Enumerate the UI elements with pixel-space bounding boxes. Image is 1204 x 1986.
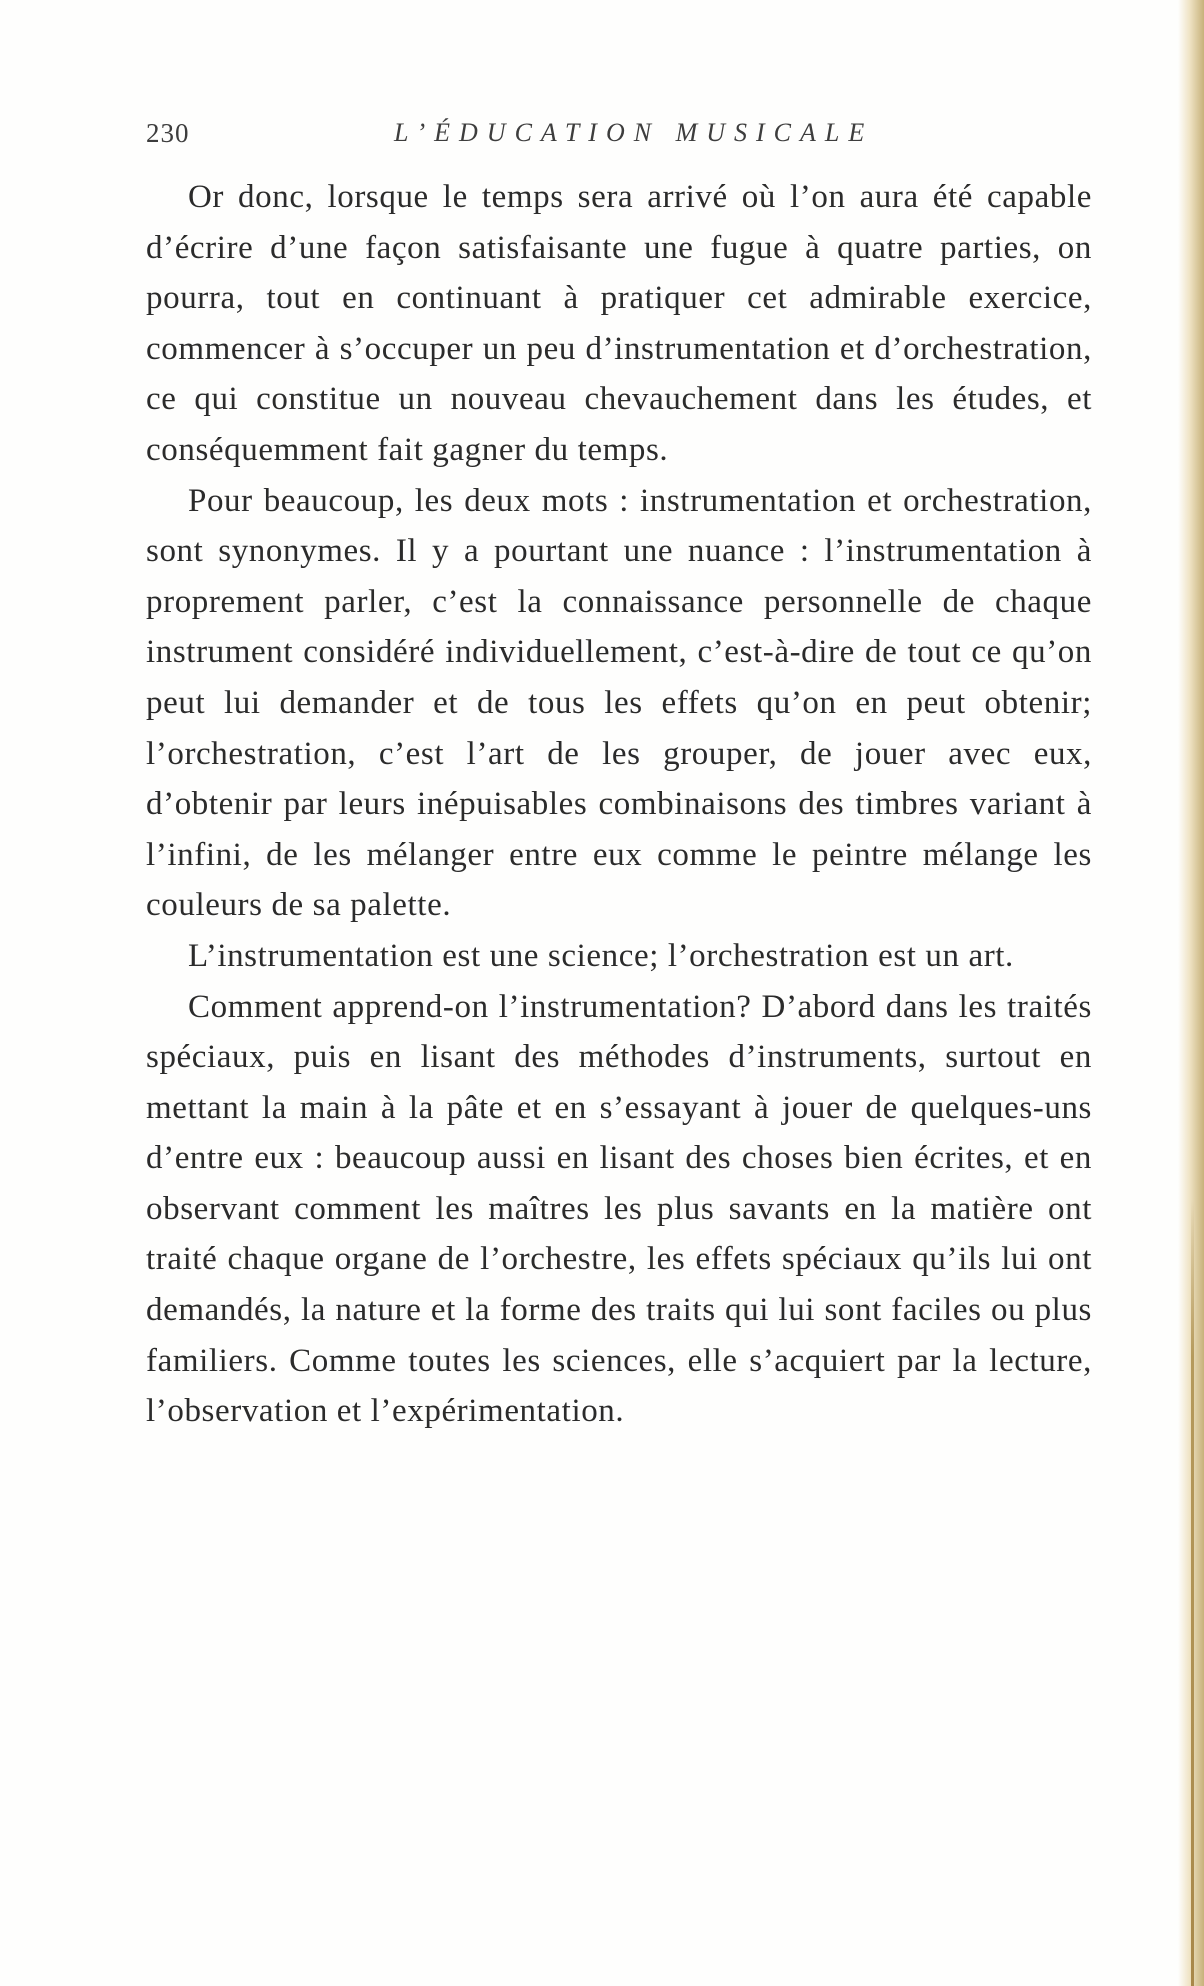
running-head — [146, 118, 1092, 154]
paragraph: Comment apprend-on l’instrumentation? D’abord dans les traités spéciaux, puis en lisant des méthodes d’instruments, surtout en mettant la main à la pâte et en s’essayant à jouer de quelques-uns d’entre eux : beaucoup aussi en lisant des choses bien écrites, et en observant comment les maîtres les plus savants en la matière ont traité chaque organe de l’orchestre, les effets spéciaux qu’ils lui ont demandés, la nature et la forme des traits qui lui sont faciles ou plus familiers. Comme toutes les sciences, elle s’acquiert par la lecture, l’observation et l’expérimentation. — [146, 988, 1092, 1430]
page-number: 230 — [146, 118, 190, 148]
paragraph: Or donc, lorsque le temps sera arrivé où l’on aura été capable d’écrire d’une façon satisfaisante une fugue à quatre parties, on pourra, tout en continuant à pratiquer cet admirable exercice, commencer à s’occuper un peu d’instrumentation et d’orchestration, ce qui constitue un nouveau chevauchement dans les études, et conséquemment fait gagner du temps. — [146, 179, 1092, 468]
running-head-title: L’ÉDUCATION MUSICALE — [394, 118, 874, 147]
body-text — [146, 172, 1092, 1437]
paragraph: L’instrumentation est une science; l’orchestration est un art. — [188, 937, 1014, 974]
page-edge-line — [1191, 1200, 1194, 1986]
paragraph: Pour beaucoup, les deux mots : instrumentation et orchestration, sont synonymes. Il y a pourtant une nuance : l’instrumentation à proprement parler, c’est la connaissance personnelle de chaque instrument considéré individuellement, c’est-à-dire de tout ce qu’on peut lui demander et de tous les effets qu’on en peut obtenir; l’orchestration, c’est l’art de les grouper, de jouer avec eux, d’obtenir par leurs inépuisables combinaisons des timbres variant à l’infini, de les mélanger entre eux comme le peintre mélange les couleurs de sa palette. — [146, 482, 1092, 924]
